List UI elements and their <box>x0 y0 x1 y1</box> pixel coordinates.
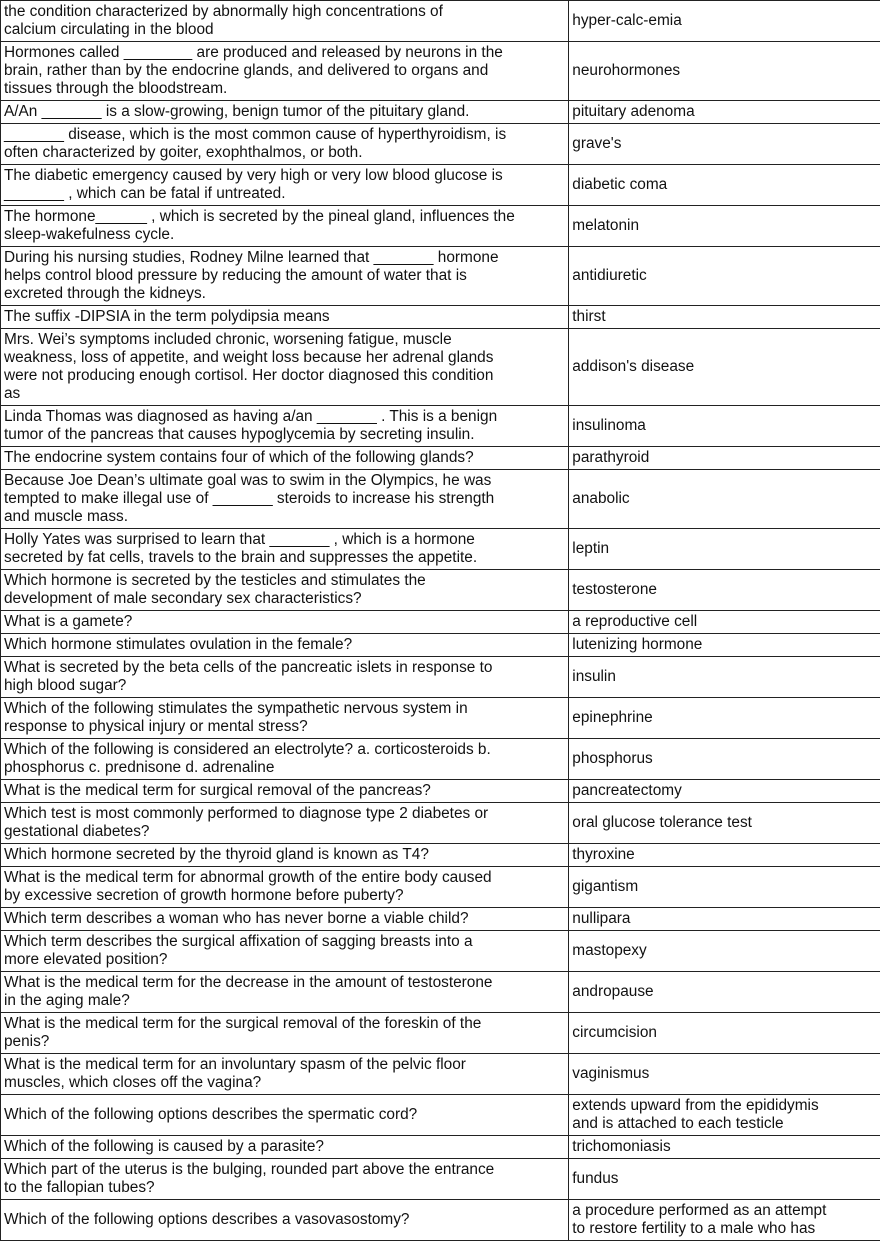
answer-cell: neurohormones <box>569 42 880 101</box>
question-cell: Mrs. Wei’s symptoms included chronic, worsening fatigue, muscle weakness, loss of appetite, and weight loss because her adrenal glands were not producing enough cortisol. Her doctor diagnosed this condition as <box>1 329 569 406</box>
question-cell: Which test is most commonly performed to diagnose type 2 diabetes or gestational diabetes? <box>1 803 569 844</box>
table-row <box>1 1054 880 1095</box>
table-row <box>1 657 880 698</box>
answer-cell: lutenizing hormone <box>569 634 880 657</box>
table-row <box>1 780 880 803</box>
answer-cell: nullipara <box>569 908 880 931</box>
answer-cell: pituitary adenoma <box>569 101 880 124</box>
table-row <box>1 306 880 329</box>
question-cell: What is the medical term for abnormal growth of the entire body caused by excessive secretion of growth hormone before puberty? <box>1 867 569 908</box>
table-row <box>1 1200 880 1241</box>
table-row <box>1 406 880 447</box>
table-row <box>1 529 880 570</box>
question-cell: What is the medical term for surgical removal of the pancreas? <box>1 780 569 803</box>
question-cell: The endocrine system contains four of which of the following glands? <box>1 447 569 470</box>
table-row <box>1 1 880 42</box>
question-cell: Which term describes a woman who has never borne a viable child? <box>1 908 569 931</box>
table-row <box>1 42 880 101</box>
question-cell: The suffix -DIPSIA in the term polydipsia means <box>1 306 569 329</box>
question-cell: Which hormone secreted by the thyroid gland is known as T4? <box>1 844 569 867</box>
table-row <box>1 329 880 406</box>
question-cell: The hormone______ , which is secreted by the pineal gland, influences the sleep-wakefulness cycle. <box>1 206 569 247</box>
answer-cell: extends upward from the epididymis and is attached to each testicle <box>569 1095 880 1136</box>
table-row <box>1 447 880 470</box>
table-row <box>1 206 880 247</box>
answer-cell: trichomoniasis <box>569 1136 880 1159</box>
table-row <box>1 1159 880 1200</box>
answer-cell: mastopexy <box>569 931 880 972</box>
answer-cell: anabolic <box>569 470 880 529</box>
table-row <box>1 972 880 1013</box>
question-cell: The diabetic emergency caused by very high or very low blood glucose is _______ , which can be fatal if untreated. <box>1 165 569 206</box>
answer-cell: parathyroid <box>569 447 880 470</box>
table-row <box>1 867 880 908</box>
answer-cell: diabetic coma <box>569 165 880 206</box>
question-cell: Linda Thomas was diagnosed as having a/an _______ . This is a benign tumor of the pancreas that causes hypoglycemia by secreting insulin. <box>1 406 569 447</box>
answer-cell: circumcision <box>569 1013 880 1054</box>
answer-cell: vaginismus <box>569 1054 880 1095</box>
question-cell: What is a gamete? <box>1 611 569 634</box>
answer-cell: melatonin <box>569 206 880 247</box>
answer-cell: oral glucose tolerance test <box>569 803 880 844</box>
answer-cell: insulin <box>569 657 880 698</box>
table-row <box>1 739 880 780</box>
answer-cell: thirst <box>569 306 880 329</box>
question-cell: Which of the following is considered an electrolyte? a. corticosteroids b. phosphorus c. prednisone d. adrenaline <box>1 739 569 780</box>
question-cell: What is secreted by the beta cells of the pancreatic islets in response to high blood sugar? <box>1 657 569 698</box>
answer-cell: testosterone <box>569 570 880 611</box>
table-row <box>1 844 880 867</box>
answer-cell: pancreatectomy <box>569 780 880 803</box>
question-cell: Which hormone stimulates ovulation in the female? <box>1 634 569 657</box>
answer-cell: hyper-calc-emia <box>569 1 880 42</box>
answer-cell: insulinoma <box>569 406 880 447</box>
question-cell: Which of the following is caused by a parasite? <box>1 1136 569 1159</box>
table-row <box>1 1013 880 1054</box>
question-cell: A/An _______ is a slow-growing, benign tumor of the pituitary gland. <box>1 101 569 124</box>
question-cell: Which of the following options describes a vasovasostomy? <box>1 1200 569 1241</box>
table-row <box>1 165 880 206</box>
answer-cell: a reproductive cell <box>569 611 880 634</box>
table-row <box>1 931 880 972</box>
answer-cell: andropause <box>569 972 880 1013</box>
table-row <box>1 470 880 529</box>
table-row <box>1 247 880 306</box>
question-cell: Which term describes the surgical affixation of sagging breasts into a more elevated position? <box>1 931 569 972</box>
answer-cell: addison's disease <box>569 329 880 406</box>
table-row <box>1 908 880 931</box>
table-row <box>1 124 880 165</box>
table-row <box>1 803 880 844</box>
answer-cell: gigantism <box>569 867 880 908</box>
question-cell: Which hormone is secreted by the testicles and stimulates the development of male secondary sex characteristics? <box>1 570 569 611</box>
question-cell: Which of the following options describes the spermatic cord? <box>1 1095 569 1136</box>
answer-cell: a procedure performed as an attempt to restore fertility to a male who has <box>569 1200 880 1241</box>
question-cell: Which of the following stimulates the sympathetic nervous system in response to physical injury or mental stress? <box>1 698 569 739</box>
table-row <box>1 1095 880 1136</box>
table-row <box>1 634 880 657</box>
answer-cell: thyroxine <box>569 844 880 867</box>
question-cell: What is the medical term for the decrease in the amount of testosterone in the aging male? <box>1 972 569 1013</box>
answer-cell: epinephrine <box>569 698 880 739</box>
table-row <box>1 611 880 634</box>
question-cell: What is the medical term for an involuntary spasm of the pelvic floor muscles, which closes off the vagina? <box>1 1054 569 1095</box>
answer-cell: leptin <box>569 529 880 570</box>
question-cell: Because Joe Dean’s ultimate goal was to swim in the Olympics, he was tempted to make illegal use of _______ steroids to increase his strength and muscle mass. <box>1 470 569 529</box>
question-cell: _______ disease, which is the most common cause of hyperthyroidism, is often characterized by goiter, exophthalmos, or both. <box>1 124 569 165</box>
question-cell: What is the medical term for the surgical removal of the foreskin of the penis? <box>1 1013 569 1054</box>
table-row <box>1 1136 880 1159</box>
question-cell: During his nursing studies, Rodney Milne learned that _______ hormone helps control blood pressure by reducing the amount of water that is excreted through the kidneys. <box>1 247 569 306</box>
table-body <box>1 1 880 1241</box>
answer-cell: phosphorus <box>569 739 880 780</box>
table-row <box>1 570 880 611</box>
question-cell: Hormones called ________ are produced and released by neurons in the brain, rather than by the endocrine glands, and delivered to organs and tissues through the bloodstream. <box>1 42 569 101</box>
question-cell: the condition characterized by abnormally high concentrations of calcium circulating in the blood <box>1 1 569 42</box>
question-cell: Holly Yates was surprised to learn that _______ , which is a hormone secreted by fat cells, travels to the brain and suppresses the appetite. <box>1 529 569 570</box>
answer-cell: antidiuretic <box>569 247 880 306</box>
question-cell: Which part of the uterus is the bulging, rounded part above the entrance to the fallopian tubes? <box>1 1159 569 1200</box>
answer-cell: grave's <box>569 124 880 165</box>
answer-cell: fundus <box>569 1159 880 1200</box>
table-row <box>1 101 880 124</box>
table-row <box>1 698 880 739</box>
